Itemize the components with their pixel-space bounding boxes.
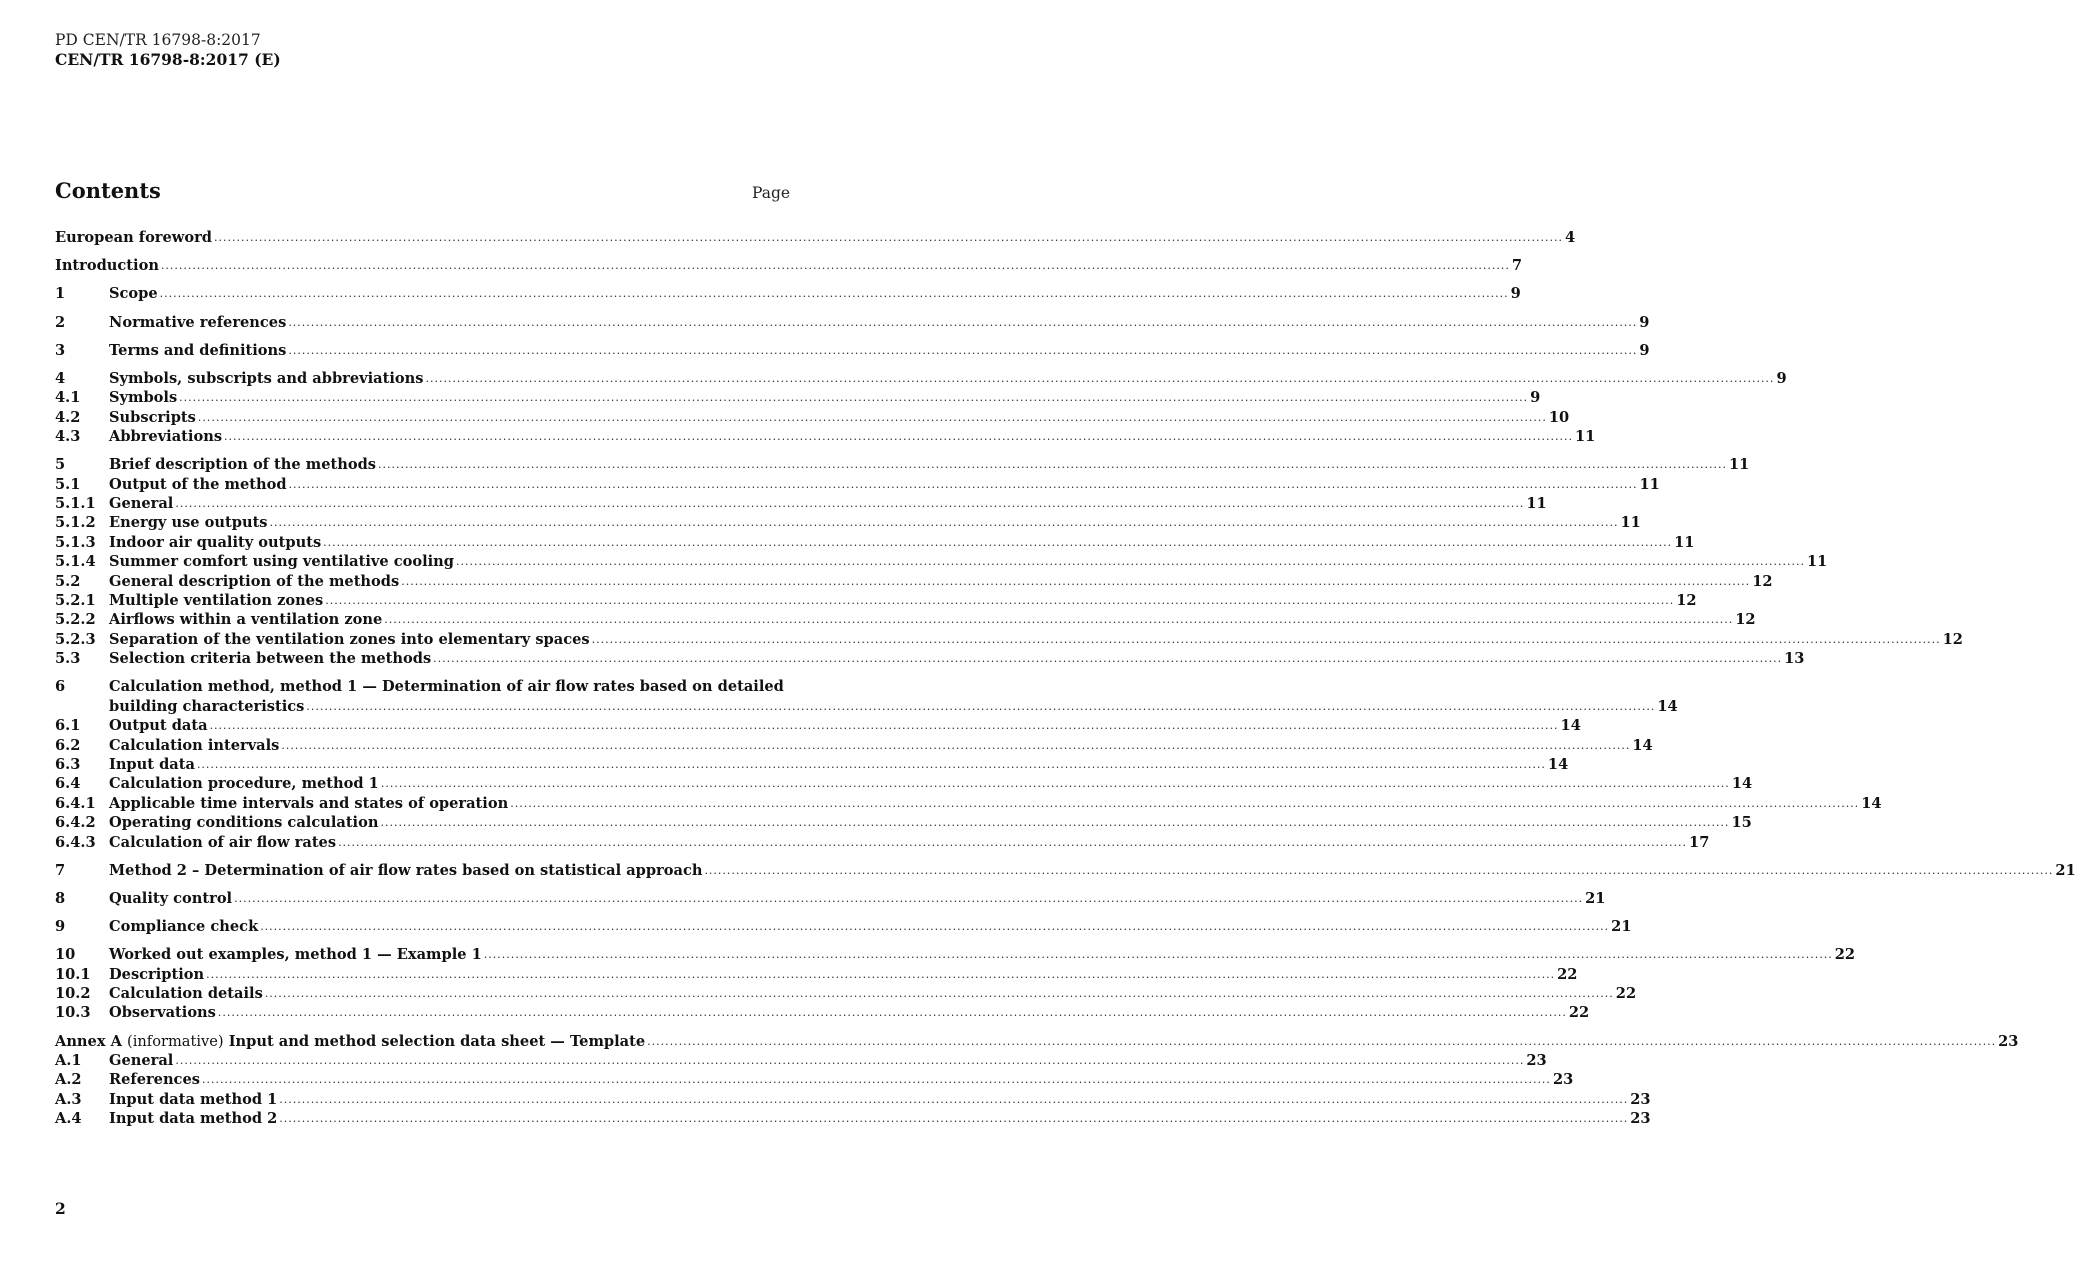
document-id-cen: CEN/TR 16798-8:2017 (E) [55, 50, 281, 69]
dot-leader: ............................................................................................................................................................................................................................................................................................................ [201, 1073, 1551, 1087]
toc-entry[interactable] [55, 1090, 1651, 1109]
toc-entry[interactable] [55, 945, 1856, 964]
toc-entry-page: 12 [1676, 592, 1697, 610]
toc-entry-number: 6.4.2 [55, 814, 96, 832]
toc-entry-title: Operating conditions calculation [109, 814, 379, 832]
toc-entry-page: 12 [1942, 630, 1963, 648]
toc-entry-number: 5.2 [55, 572, 81, 590]
page-column-label: Page [752, 184, 791, 202]
toc-entry-number: 4.3 [55, 428, 81, 446]
table-of-contents [55, 228, 2076, 1129]
toc-entry-title: Input data method 1 [109, 1090, 278, 1108]
toc-entry-title: Energy use outputs [109, 514, 268, 532]
toc-entry-title: Method 2 – Determination of air flow rates based on statistical approach [109, 861, 703, 879]
toc-entry-page: 22 [1557, 965, 1578, 983]
toc-entry-title: Description [109, 965, 205, 983]
toc-entry-number: 6.4.1 [55, 794, 96, 812]
dot-leader: ............................................................................................................................................................................................................................................................................................................ [224, 430, 1574, 444]
dot-leader: ............................................................................................................................................................................................................................................................................................................ [306, 699, 1656, 713]
toc-entry-title: Introduction [55, 257, 159, 275]
dot-leader: ............................................................................................................................................................................................................................................................................................................ [425, 371, 1775, 385]
annex-note: (informative) [127, 1032, 224, 1050]
toc-entry[interactable] [55, 889, 1606, 908]
toc-entry-number: 3 [55, 341, 66, 359]
dot-leader: ............................................................................................................................................................................................................................................................................................................ [279, 1092, 1629, 1106]
toc-entry-number: 5.2.3 [55, 630, 96, 648]
document-header [55, 30, 281, 70]
toc-entry-title: Subscripts [109, 408, 196, 426]
toc-entry-number: 6.2 [55, 736, 81, 754]
toc-entry-title: Airflows within a ventilation zone [109, 611, 383, 629]
toc-entry[interactable] [55, 408, 1570, 427]
toc-entry-title [55, 1032, 647, 1051]
toc-entry-number: A.4 [55, 1110, 82, 1128]
toc-entry-title: Terms and definitions [109, 341, 287, 359]
toc-entry-page: 11 [1575, 428, 1596, 446]
toc-entry[interactable] [55, 833, 1710, 852]
document-id-pd: PD CEN/TR 16798-8:2017 [55, 31, 261, 49]
toc-entry-title: Selection criteria between the methods [109, 650, 432, 668]
toc-entry-title: Scope [109, 285, 158, 303]
dot-leader: ............................................................................................................................................................................................................................................................................................................ [196, 757, 1546, 771]
toc-entry-number: 5.1.2 [55, 514, 96, 532]
dot-leader: ............................................................................................................................................................................................................................................................................................................ [510, 796, 1860, 810]
toc-entry[interactable] [55, 341, 1650, 360]
dot-leader: ............................................................................................................................................................................................................................................................................................................ [209, 719, 1559, 733]
dot-leader: ............................................................................................................................................................................................................................................................................................................ [483, 948, 1833, 962]
toc-entry-page: 9 [1510, 285, 1521, 303]
toc-entry-title: General description of the methods [109, 572, 400, 590]
toc-entry-page: 11 [1674, 533, 1695, 551]
toc-entry[interactable] [55, 630, 1963, 649]
toc-entry-number: 10.3 [55, 1004, 91, 1022]
toc-entry-title: General [109, 1052, 174, 1070]
toc-entry[interactable] [55, 533, 1695, 552]
toc-entry-number: 6.3 [55, 755, 81, 773]
toc-entry-title: Multiple ventilation zones [109, 592, 324, 610]
toc-entry-page: 14 [1731, 775, 1753, 793]
toc-entry-number: 5.2.2 [55, 611, 96, 629]
dot-leader: ............................................................................................................................................................................................................................................................................................................ [175, 497, 1525, 511]
dot-leader: ............................................................................................................................................................................................................................................................................................................ [264, 987, 1614, 1001]
toc-entry-title: Calculation of air flow rates [109, 833, 337, 851]
toc-entry-title: Summer comfort using ventilative cooling [109, 553, 454, 571]
dot-leader: ............................................................................................................................................................................................................................................................................................................ [288, 315, 1638, 329]
toc-entry-number: 5.2.1 [55, 592, 96, 610]
toc-entry-page: 9 [1639, 341, 1650, 359]
dot-leader: ............................................................................................................................................................................................................................................................................................................ [380, 777, 1730, 791]
dot-leader: ............................................................................................................................................................................................................................................................................................................ [269, 516, 1619, 530]
toc-entry-number: 5.1 [55, 475, 81, 493]
toc-entry-page: 21 [2055, 861, 2076, 879]
toc-entry-number: 6 [55, 678, 66, 696]
toc-entry-page: 11 [1806, 553, 1828, 571]
toc-entry-title: Compliance check [109, 918, 259, 936]
annex-label: Annex A [55, 1032, 122, 1050]
toc-entry-title: Output data [109, 717, 208, 735]
toc-entry-number: 5.1.1 [55, 495, 96, 513]
toc-entry-page: 14 [1657, 697, 1678, 715]
toc-entry-title: Output of the method [109, 475, 287, 493]
toc-entry[interactable] [55, 774, 1753, 793]
toc-entry[interactable] [55, 513, 1641, 532]
dot-leader: ............................................................................................................................................................................................................................................................................................................ [323, 535, 1673, 549]
toc-entry[interactable] [55, 475, 1660, 494]
dot-leader: ............................................................................................................................................................................................................................................................................................................ [234, 891, 1584, 905]
toc-entry-title-line1: Calculation method, method 1 — Determination of air flow rates based on detailed [109, 678, 784, 696]
toc-entry[interactable] [55, 494, 1547, 513]
toc-entry-title: Calculation intervals [109, 736, 280, 754]
toc-entry-page: 10 [1548, 408, 1570, 426]
toc-entry-title: Symbols [109, 389, 178, 407]
toc-entry-title: Worked out examples, method 1 — Example 1 [109, 946, 482, 964]
annex-title: Input and method selection data sheet — Template [228, 1032, 646, 1050]
toc-entry-number: A.1 [55, 1052, 82, 1070]
toc-entry-title: Calculation procedure, method 1 [109, 775, 379, 793]
toc-entry-number: 9 [55, 918, 66, 936]
toc-entry-number: 2 [55, 313, 66, 331]
toc-entry-page: 7 [1511, 257, 1523, 275]
toc-entry-page: 11 [1639, 475, 1660, 493]
dot-leader: ............................................................................................................................................................................................................................................................................................................ [206, 967, 1556, 981]
toc-entry-title: Symbols, subscripts and abbreviations [109, 369, 424, 387]
dot-leader: ............................................................................................................................................................................................................................................................................................................ [433, 652, 1783, 666]
toc-entry[interactable] [55, 677, 1678, 716]
toc-entry-title: Normative references [109, 313, 287, 331]
toc-entry-number: A.3 [55, 1090, 82, 1108]
toc-entry-page: 23 [1630, 1110, 1651, 1128]
dot-leader: ............................................................................................................................................................................................................................................................................................................ [704, 863, 2054, 877]
toc-entry-title: References [109, 1071, 200, 1089]
toc-entry[interactable] [55, 572, 1773, 591]
toc-entry-title: Applicable time intervals and states of operation [109, 794, 509, 812]
toc-entry-page: 23 [1526, 1052, 1547, 1070]
dot-leader: ............................................................................................................................................................................................................................................................................................................ [401, 574, 1751, 588]
toc-entry-page: 9 [1530, 389, 1541, 407]
toc-entry-title: Indoor air quality outputs [109, 533, 322, 551]
toc-entry-page: 14 [1547, 755, 1569, 773]
toc-entry-title: Calculation details [109, 985, 263, 1003]
toc-entry-title: Observations [109, 1004, 216, 1022]
toc-entry[interactable] [55, 984, 1637, 1003]
toc-entry[interactable] [55, 861, 2076, 880]
toc-entry-page: 14 [1632, 736, 1653, 754]
dot-leader: ............................................................................................................................................................................................................................................................................................................ [378, 458, 1727, 472]
toc-entry-page: 12 [1735, 611, 1756, 629]
toc-entry[interactable] [55, 552, 1828, 571]
toc-entry-title: Separation of the ventilation zones into elementary spaces [109, 630, 590, 648]
toc-entry-number: 10.2 [55, 985, 91, 1003]
toc-entry-page: 14 [1560, 717, 1581, 735]
dot-leader: ............................................................................................................................................................................................................................................................................................................ [338, 835, 1688, 849]
toc-entry-title: Brief description of the methods [109, 456, 376, 474]
toc-entry-number: 6.4 [55, 775, 81, 793]
toc-entry-page: 22 [1568, 1004, 1590, 1022]
toc-entry[interactable] [55, 313, 1650, 332]
dot-leader: ............................................................................................................................................................................................................................................................................................................ [160, 259, 1510, 273]
contents-heading: Contents [55, 178, 161, 203]
toc-entry-page: 23 [1630, 1090, 1651, 1108]
toc-entry[interactable] [55, 369, 1787, 388]
toc-entry[interactable] [55, 455, 1750, 474]
toc-entry[interactable] [55, 965, 1578, 984]
toc-entry[interactable] [55, 228, 1576, 247]
dot-leader: ............................................................................................................................................................................................................................................................................................................ [279, 1112, 1629, 1126]
dot-leader: ............................................................................................................................................................................................................................................................................................................ [281, 738, 1631, 752]
toc-entry-number: 5 [55, 456, 66, 474]
toc-entry-page: 9 [1639, 313, 1650, 331]
toc-entry[interactable] [55, 1032, 2019, 1051]
toc-entry[interactable] [55, 1003, 1590, 1022]
toc-entry-page: 4 [1564, 229, 1576, 246]
toc-entry-number: 10 [55, 946, 76, 964]
toc-entry-page: 11 [1728, 456, 1750, 474]
toc-entry-number: 6.1 [55, 717, 81, 735]
toc-entry-page: 22 [1615, 985, 1637, 1003]
toc-entry-title: Abbreviations [109, 428, 223, 446]
toc-entry-page: 17 [1689, 833, 1710, 851]
toc-entry[interactable] [55, 591, 1697, 610]
toc-entry[interactable] [55, 649, 1805, 668]
toc-entry-page: 22 [1834, 946, 1856, 964]
toc-entry-title: building characteristics [109, 697, 305, 715]
toc-entry-page: 23 [1998, 1032, 2019, 1050]
toc-entry-page: 13 [1784, 650, 1805, 668]
dot-leader: ............................................................................................................................................................................................................................................................................................................ [591, 632, 1941, 646]
toc-entry[interactable] [55, 1070, 1574, 1089]
dot-leader: ............................................................................................................................................................................................................................................................................................................ [455, 555, 1805, 569]
toc-entry[interactable] [55, 716, 1581, 735]
toc-entry-number: 4.1 [55, 389, 81, 407]
toc-entry[interactable] [55, 813, 1752, 832]
dot-leader: ............................................................................................................................................................................................................................................................................................................ [384, 613, 1734, 627]
toc-entry-number: 10.1 [55, 965, 91, 983]
toc-entry-page: 14 [1861, 794, 1882, 812]
toc-entry-number: 5.3 [55, 650, 81, 668]
dot-leader: ............................................................................................................................................................................................................................................................................................................ [179, 391, 1529, 405]
dot-leader: ............................................................................................................................................................................................................................................................................................................ [380, 816, 1730, 830]
toc-entry-title: General [109, 495, 174, 513]
dot-leader: ............................................................................................................................................................................................................................................................................................................ [197, 410, 1547, 424]
toc-entry-title: Input data method 2 [109, 1110, 278, 1128]
toc-entry-number: 4 [55, 369, 66, 387]
toc-entry-page: 11 [1620, 514, 1641, 532]
toc-entry-title: European foreword [55, 229, 212, 246]
page-number: 2 [55, 1199, 66, 1218]
toc-entry-title: Input data [109, 755, 195, 773]
dot-leader: ............................................................................................................................................................................................................................................................................................................ [647, 1034, 1997, 1048]
toc-entry-page: 9 [1776, 369, 1787, 387]
toc-entry-title: Quality control [109, 889, 233, 907]
toc-entry[interactable] [55, 736, 1653, 755]
dot-leader: ............................................................................................................................................................................................................................................................................................................ [288, 343, 1638, 357]
toc-entry-number: A.2 [55, 1071, 82, 1089]
toc-entry-page: 12 [1752, 572, 1773, 590]
dot-leader: ............................................................................................................................................................................................................................................................................................................ [325, 594, 1675, 608]
toc-entry[interactable] [55, 256, 1523, 275]
toc-entry[interactable] [55, 794, 1882, 813]
toc-entry[interactable] [55, 427, 1596, 446]
toc-entry-number: 4.2 [55, 408, 81, 426]
toc-entry-page: 21 [1585, 889, 1606, 907]
toc-entry[interactable] [55, 755, 1569, 774]
toc-entry-page: 23 [1552, 1071, 1574, 1089]
toc-entry[interactable] [55, 1109, 1651, 1128]
toc-entry[interactable] [55, 917, 1632, 936]
toc-entry[interactable] [55, 284, 1521, 303]
dot-leader: ............................................................................................................................................................................................................................................................................................................ [288, 477, 1638, 491]
toc-entry-number: 5.1.3 [55, 533, 96, 551]
toc-entry-page: 11 [1526, 495, 1547, 513]
toc-entry-page: 15 [1731, 814, 1752, 832]
toc-entry[interactable] [55, 388, 1541, 407]
dot-leader: ............................................................................................................................................................................................................................................................................................................ [213, 231, 1563, 244]
dot-leader: ............................................................................................................................................................................................................................................................................................................ [159, 287, 1509, 301]
toc-entry-number: 5.1.4 [55, 553, 96, 571]
toc-entry-number: 6.4.3 [55, 833, 96, 851]
dot-leader: ............................................................................................................................................................................................................................................................................................................ [175, 1054, 1525, 1068]
toc-entry-page: 21 [1611, 918, 1632, 936]
toc-entry-number: 1 [55, 285, 66, 303]
toc-entry-number: 7 [55, 861, 66, 879]
toc-entry[interactable] [55, 610, 1756, 629]
toc-entry[interactable] [55, 1051, 1547, 1070]
dot-leader: ............................................................................................................................................................................................................................................................................................................ [217, 1006, 1567, 1020]
toc-entry-number: 8 [55, 889, 66, 907]
dot-leader: ............................................................................................................................................................................................................................................................................................................ [260, 920, 1610, 934]
